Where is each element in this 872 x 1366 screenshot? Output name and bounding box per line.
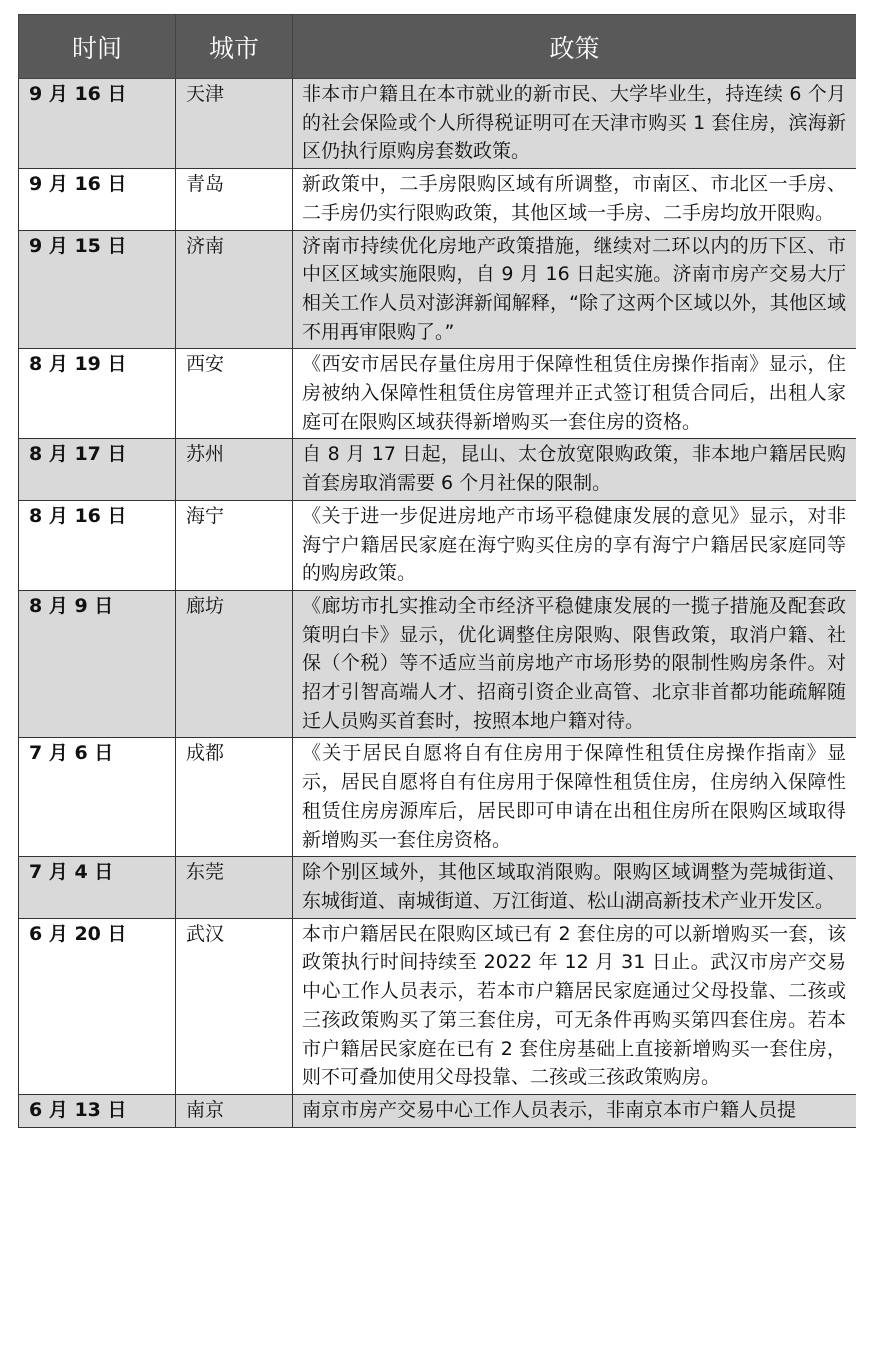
city-cell: 武汉 [176,918,293,1094]
policy-cell: 南京市房产交易中心工作人员表示，非南京本市户籍人员提 [293,1094,857,1127]
city-cell: 济南 [176,230,293,349]
table-row [19,79,857,169]
header-policy: 政策 [293,15,857,79]
policy-cell: 自 8 月 17 日起，昆山、太仓放宽限购政策，非本地户籍居民购首套房取消需要 6 个月社保的限制。 [293,439,857,500]
date-cell: 8 月 9 日 [19,590,176,738]
policy-cell: 新政策中，二手房限购区域有所调整，市南区、市北区一手房、二手房仍实行限购政策，其他区域一手房、二手房均放开限购。 [293,169,857,230]
table-header-row [19,15,857,79]
city-cell: 东莞 [176,857,293,918]
table-row [19,439,857,500]
table-row [19,1094,857,1127]
city-cell: 南京 [176,1094,293,1127]
date-cell: 7 月 4 日 [19,857,176,918]
policy-cell: 本市户籍居民在限购区域已有 2 套住房的可以新增购买一套，该政策执行时间持续至 2022 年 12 月 31 日止。武汉市房产交易中心工作人员表示，若本市户籍居民家庭通过父母投靠、二孩或三孩政策购买了第三套住房，可无条件再购买第四套住房。若本市户籍居民家庭在已有 2 套住房基础上直接新增购买一套住房，则不可叠加使用父母投靠、二孩或三孩政策购房。 [293,918,857,1094]
city-cell: 西安 [176,349,293,439]
table-row [19,349,857,439]
date-cell: 9 月 15 日 [19,230,176,349]
table-row [19,738,857,857]
date-cell: 6 月 13 日 [19,1094,176,1127]
city-cell: 青岛 [176,169,293,230]
date-cell: 8 月 17 日 [19,439,176,500]
policy-cell: 济南市持续优化房地产政策措施，继续对二环以内的历下区、市中区区域实施限购，自 9 月 16 日起实施。济南市房产交易大厅相关工作人员对澎湃新闻解释，“除了这两个区域以外，其他区域不用再审限购了。” [293,230,857,349]
policy-table [18,14,856,1128]
policy-cell: 《廊坊市扎实推动全市经济平稳健康发展的一揽子措施及配套政策明白卡》显示，优化调整住房限购、限售政策，取消户籍、社保（个税）等不适应当前房地产市场形势的限制性购房条件。对招才引智高端人才、招商引资企业高管、北京非首都功能疏解随迁人员购买首套时，按照本地户籍对待。 [293,590,857,738]
table-row [19,590,857,738]
date-cell: 8 月 19 日 [19,349,176,439]
table-row [19,500,857,590]
city-cell: 成都 [176,738,293,857]
date-cell: 9 月 16 日 [19,169,176,230]
city-cell: 天津 [176,79,293,169]
table-row [19,918,857,1094]
table-body [19,79,857,1128]
header-city: 城市 [176,15,293,79]
date-cell: 6 月 20 日 [19,918,176,1094]
policy-table-container [18,14,856,1366]
city-cell: 苏州 [176,439,293,500]
policy-cell: 除个别区域外，其他区域取消限购。限购区域调整为莞城街道、东城街道、南城街道、万江街道、松山湖高新技术产业开发区。 [293,857,857,918]
table-row [19,857,857,918]
table-row [19,169,857,230]
policy-cell: 《关于居民自愿将自有住房用于保障性租赁住房操作指南》显示，居民自愿将自有住房用于保障性租赁住房，住房纳入保障性租赁住房房源库后，居民即可申请在出租住房所在限购区域取得新增购买一套住房资格。 [293,738,857,857]
date-cell: 7 月 6 日 [19,738,176,857]
policy-cell: 《西安市居民存量住房用于保障性租赁住房操作指南》显示，住房被纳入保障性租赁住房管理并正式签订租赁合同后，出租人家庭可在限购区域获得新增购买一套住房的资格。 [293,349,857,439]
header-time: 时间 [19,15,176,79]
city-cell: 海宁 [176,500,293,590]
date-cell: 8 月 16 日 [19,500,176,590]
policy-cell: 非本市户籍且在本市就业的新市民、大学毕业生，持连续 6 个月的社会保险或个人所得税证明可在天津市购买 1 套住房，滨海新区仍执行原购房套数政策。 [293,79,857,169]
policy-cell: 《关于进一步促进房地产市场平稳健康发展的意见》显示，对非海宁户籍居民家庭在海宁购买住房的享有海宁户籍居民家庭同等的购房政策。 [293,500,857,590]
date-cell: 9 月 16 日 [19,79,176,169]
city-cell: 廊坊 [176,590,293,738]
table-row [19,230,857,349]
